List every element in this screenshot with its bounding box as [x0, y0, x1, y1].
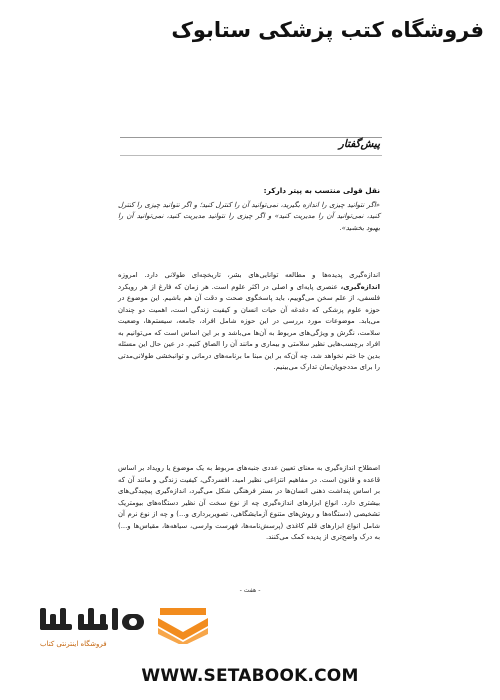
chapter-rule-bottom: [120, 155, 382, 156]
store-title: فروشگاه کتب پزشکی ستابوک: [171, 18, 484, 42]
chapter-title: پیش‌گفتار: [338, 138, 380, 150]
page-number: - هفت -: [239, 587, 261, 594]
site-url[interactable]: WWW.SETABOOK.COM: [141, 666, 359, 686]
paragraph-1-lead: اندازه‌گیری پدیده‌ها و مطالعه توانایی‌های بشر، تاریخچه‌ای طولانی دارد. امروزه: [118, 271, 380, 279]
book-icon: [34, 600, 218, 644]
quote-heading: نقل قولی منتسب به پیتر دارکر:: [263, 186, 380, 195]
paragraph-1-text: عنصری پایه‌ای و اصلی در اکثر علوم است. هر زمان که فارغ از هر رویکرد فلسفی، از علم سخن می‌گوییم، باید پاسخگوی صحت و دقت آن هم باشیم. این موضوع در حوزه علوم پزشکی که دغدغه آن حیات انسان و کیفیت زندگی است، اهمیت دو چندان می‌یابد. موضوعات مورد بررسی در این حوزه شامل افراد، جامعه، سیستم‌ها، وضعیت سلامت، نگرش و ویژگی‌های مربوط به آن‌ها می‌باشد و بر این اساس است که می‌توانیم به افراد برچسب‌هایی نظیر سلامتی و بیماری و مانند آن را الصاق کنیم. در عین حال این مسئله بدین جا ختم نخواهد شد، چه آن‌که بر این مبنا ما برنامه‌های درمانی و توانبخشی طولانی‌مدتی را برای مددجویان‌مان تدارک می‌بینیم.: [118, 282, 380, 371]
paragraph-1: [118, 270, 380, 374]
keyword-measurement: اندازه‌گیری،: [340, 282, 380, 291]
logo-tagline: فروشگاه اینترنتی کتاب: [40, 640, 107, 648]
paragraph-2: اصطلاح اندازه‌گیری به معنای تعیین عددی جنبه‌های مربوط به یک موضوع یا رویداد بر اساس قاعده و قانون است. در مفاهیم انتزاعی نظیر امید، افسردگی، کیفیت زندگی و مانند آن که بر اساس پنداشت ذهنی انسان‌ها در بستر فرهنگی شکل می‌گیرد، اندازه‌گیری پیچیدگی‌های بیشتری دارد. انواع ابزارهای اندازه‌گیری چه از نوع سخت آن نظیر دستگاه‌های بیومتریک تشخیصی (دستگاه‌ها و روش‌های متنوع آزمایشگاهی، تصویربرداری و...) و چه از نوع نرم آن شامل انواع ابزارهای قلم کاغذی (پرسش‌نامه‌ها، فهرست وارسی، سیاهه‌ها، مقیاس‌ها و...) به درک واضح‌تری از پدیده کمک می‌کنند.: [118, 464, 380, 541]
quote-text: «اگر نتوانید چیزی را اندازه بگیرید، نمی‌توانید آن را کنترل کنید؛ و اگر نتوانید چیزی را کنترل کنید، نمی‌توانید آن را مدیریت کنید» و اگر چیزی را نتوانید مدیریت کنید، نمی‌توانید آن را بهبود بخشید».: [118, 201, 380, 232]
